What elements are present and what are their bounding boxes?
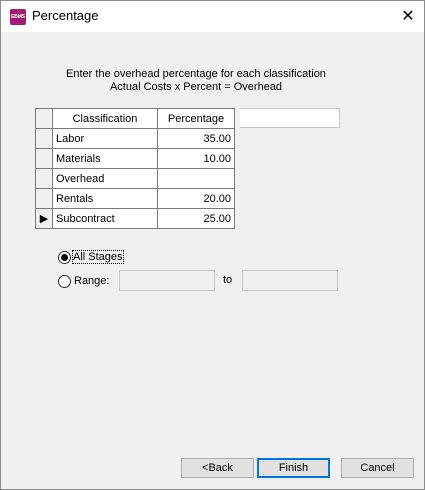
percentage-cell[interactable]: 10.00 bbox=[158, 149, 235, 169]
row-selector[interactable] bbox=[36, 149, 53, 169]
instructions bbox=[1, 68, 391, 94]
table-row[interactable] bbox=[36, 189, 235, 209]
row-selector[interactable] bbox=[36, 169, 53, 189]
grid-header-row bbox=[36, 109, 235, 129]
classification-cell[interactable]: Overhead bbox=[53, 169, 158, 189]
table-row[interactable] bbox=[36, 169, 235, 189]
range-to-field[interactable] bbox=[242, 270, 338, 291]
classification-cell[interactable]: Materials bbox=[53, 149, 158, 169]
instruction-line-1: Enter the overhead percentage for each classification bbox=[66, 68, 326, 80]
column-header-percentage[interactable]: Percentage bbox=[158, 109, 235, 129]
range-from-field[interactable] bbox=[119, 270, 215, 291]
range-to-label: to bbox=[223, 274, 233, 286]
current-row-indicator-icon[interactable]: ▶ bbox=[36, 209, 53, 229]
table-row[interactable] bbox=[36, 149, 235, 169]
table-row[interactable] bbox=[36, 209, 235, 229]
column-header-classification[interactable]: Classification bbox=[53, 109, 158, 129]
app-logo-icon: EBMS bbox=[10, 9, 26, 25]
back-button[interactable]: <Back bbox=[181, 458, 254, 478]
percentage-cell[interactable]: 35.00 bbox=[158, 129, 235, 149]
classification-cell[interactable]: Subcontract bbox=[53, 209, 158, 229]
window-title: Percentage bbox=[32, 8, 99, 23]
all-stages-label[interactable]: All Stages bbox=[73, 251, 123, 263]
instruction-line-2: Actual Costs x Percent = Overhead bbox=[109, 81, 283, 93]
radio-selected-dot bbox=[61, 254, 68, 261]
range-radio[interactable] bbox=[58, 275, 71, 288]
percentage-cell[interactable]: 20.00 bbox=[158, 189, 235, 209]
classification-cell[interactable]: Rentals bbox=[53, 189, 158, 209]
row-selector[interactable] bbox=[36, 129, 53, 149]
finish-button[interactable]: Finish bbox=[257, 458, 330, 478]
range-label[interactable]: Range: bbox=[74, 275, 110, 287]
classification-cell[interactable]: Labor bbox=[53, 129, 158, 149]
overhead-grid bbox=[35, 108, 235, 229]
title-bar bbox=[1, 1, 424, 32]
table-row[interactable] bbox=[36, 129, 235, 149]
all-stages-radio[interactable] bbox=[58, 251, 71, 264]
grid-corner bbox=[36, 109, 53, 129]
grid-empty-area bbox=[240, 108, 340, 128]
percentage-cell[interactable] bbox=[158, 169, 235, 189]
percentage-cell[interactable]: 25.00 bbox=[158, 209, 235, 229]
row-selector[interactable] bbox=[36, 189, 53, 209]
cancel-button[interactable]: Cancel bbox=[341, 458, 414, 478]
close-button[interactable]: ✕ bbox=[401, 8, 415, 25]
